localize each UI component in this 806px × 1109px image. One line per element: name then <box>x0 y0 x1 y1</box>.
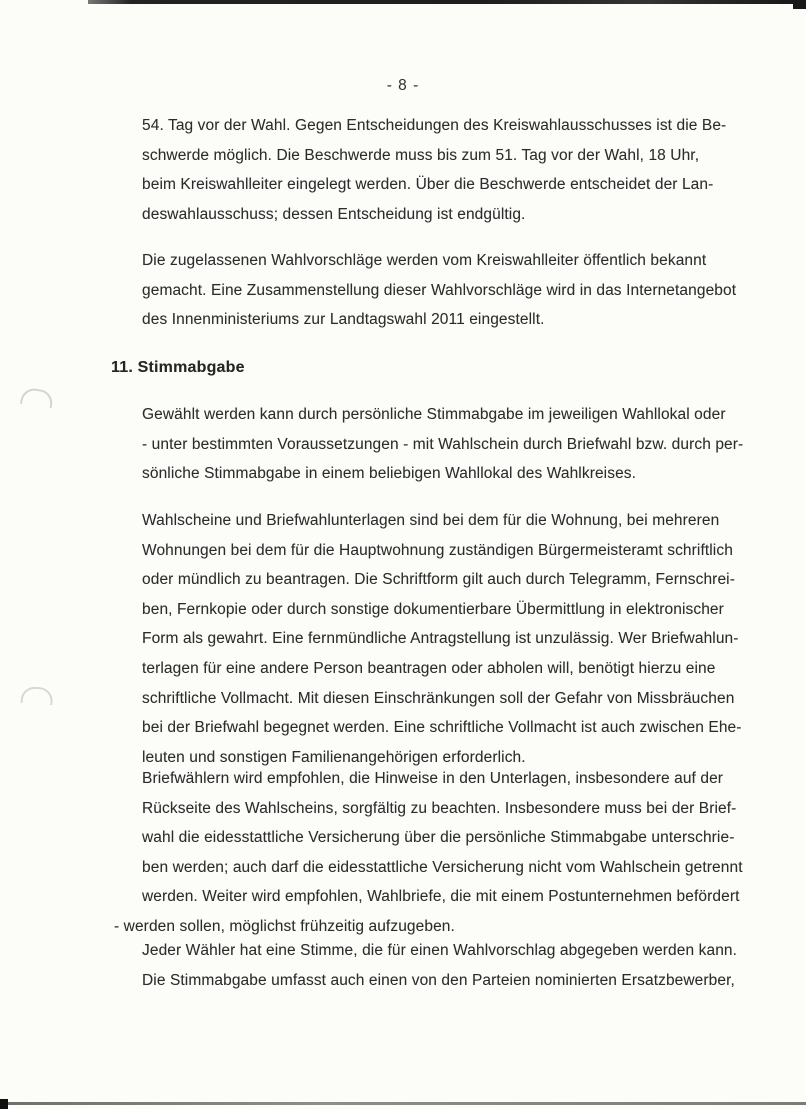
text-line: wahl die eidesstattliche Versicherung über die persönliche Stimmabgabe unterschrie- <box>142 829 735 847</box>
punch-hole-shadow-lower <box>20 686 53 705</box>
text-line: Wohnungen bei dem für die Hauptwohnung zuständigen Bürgermeisteramt schriftlich <box>142 541 733 559</box>
text-line: - unter bestimmten Voraussetzungen - mit Wahlschein durch Briefwahl bzw. durch per- <box>142 435 744 453</box>
paragraph-appeal-deadline <box>142 111 726 229</box>
text-line: Wahlscheine und Briefwahlunterlagen sind bei dem für die Wohnung, bei mehreren <box>142 512 720 529</box>
text-line: schriftliche Vollmacht. Mit diesen Einschränkungen soll der Gefahr von Missbräuchen <box>142 689 735 707</box>
text-line: 54. Tag vor der Wahl. Gegen Entscheidungen des Kreiswahlausschusses ist die Be- <box>142 117 727 134</box>
document-body <box>111 0 762 1109</box>
section-heading: 11. Stimmabgabe <box>111 359 245 376</box>
text-line: gemacht. Eine Zusammenstellung dieser Wahlvorschläge wird in das Internetangebot <box>142 281 737 299</box>
text-line: deswahlausschuss; dessen Entscheidung ist endgültig. <box>142 205 526 223</box>
scan-artifact-bottom-left-corner <box>0 1099 8 1109</box>
text-line: des Innenministeriums zur Landtagswahl 2011 eingestellt. <box>142 311 545 329</box>
page-number: - 8 - <box>386 77 420 94</box>
paragraph-postal-vote-recommendations <box>114 764 743 942</box>
text-line: Briefwählern wird empfohlen, die Hinweise in den Unterlagen, insbesondere auf der <box>142 770 724 787</box>
paragraph-postal-vote-application <box>142 506 742 772</box>
text-line: Jeder Wähler hat eine Stimme, die für einen Wahlvorschlag abgegeben werden kann. <box>142 942 738 959</box>
text-line: oder mündlich zu beantragen. Die Schriftform gilt auch durch Telegramm, Fernschrei- <box>142 571 735 589</box>
paragraph-voting-methods <box>142 400 743 489</box>
paragraph-one-vote-rule <box>142 936 737 995</box>
text-line: Gewählt werden kann durch persönliche Stimmabgabe im jeweiligen Wahllokal oder <box>142 406 726 423</box>
text-line: - werden sollen, möglichst frühzeitig aufzugeben. <box>114 917 455 935</box>
text-line: terlagen für eine andere Person beantragen oder abholen will, benötigt hierzu eine <box>142 659 716 677</box>
text-line: ben, Fernkopie oder durch sonstige dokumentierbare Übermittlung in elektronischer <box>142 600 724 618</box>
text-line: Die Stimmabgabe umfasst auch einen von den Parteien nominierten Ersatzbewerber, <box>142 971 735 989</box>
text-line: sönliche Stimmabgabe in einem beliebigen Wahllokal des Wahlkreises. <box>142 465 637 483</box>
text-line: leuten und sonstigen Familienangehörigen erforderlich. <box>142 748 526 766</box>
scan-artifact-top-right-corner <box>793 0 806 9</box>
paragraph-publication-of-nominations <box>142 246 736 335</box>
text-line: bei der Briefwahl begegnet werden. Eine schriftliche Vollmacht ist auch zwischen Ehe- <box>142 719 742 737</box>
punch-hole-shadow-upper <box>20 387 54 408</box>
text-line: werden. Weiter wird empfohlen, Wahlbriefe, die mit einem Postunternehmen befördert <box>142 888 740 906</box>
text-line: Rückseite des Wahlscheins, sorgfältig zu beachten. Insbesondere muss bei der Brief- <box>142 799 737 817</box>
text-line: ben werden; auch darf die eidesstattliche Versicherung nicht vom Wahlschein getrennt <box>142 858 743 876</box>
text-line: Form als gewahrt. Eine fernmündliche Antragstellung ist unzulässig. Wer Briefwahlun- <box>142 630 739 648</box>
text-line: schwerde möglich. Die Beschwerde muss bis zum 51. Tag vor der Wahl, 18 Uhr, <box>142 146 700 164</box>
text-line: beim Kreiswahlleiter eingelegt werden. Über die Beschwerde entscheidet der Lan- <box>142 176 714 194</box>
text-line: Die zugelassenen Wahlvorschläge werden vom Kreiswahlleiter öffentlich bekannt <box>142 252 707 269</box>
